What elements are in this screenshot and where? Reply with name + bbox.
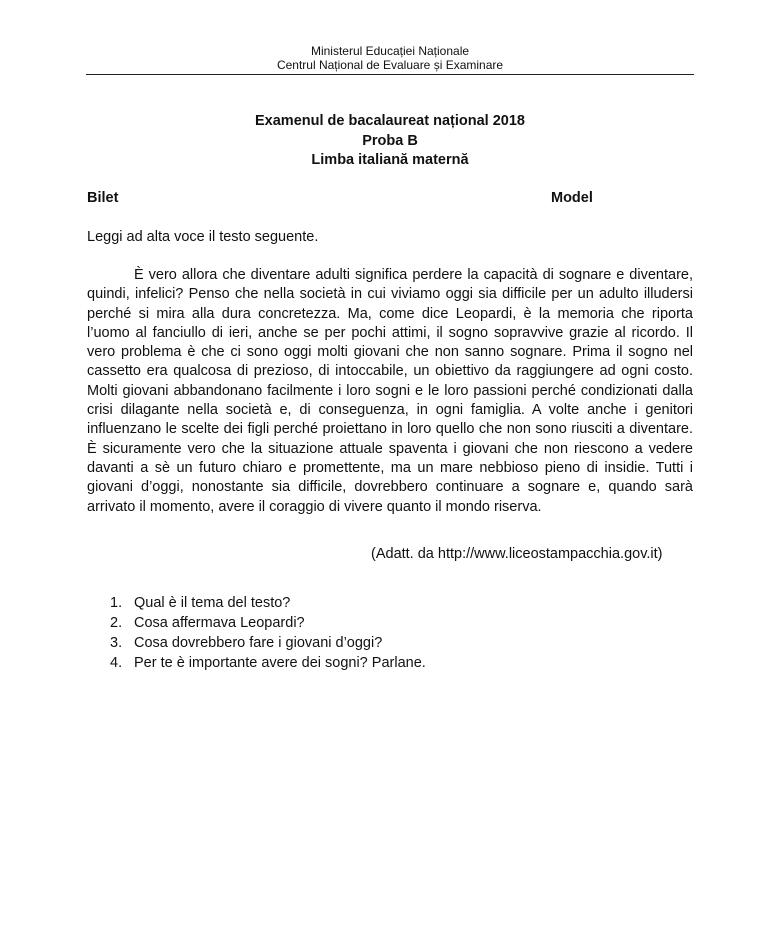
questions-list xyxy=(110,593,426,673)
question-text: Per te è importante avere dei sogni? Parlane. xyxy=(134,655,426,671)
proba-title: Proba B xyxy=(362,132,418,149)
instruction-text: Leggi ad alta voce il testo seguente. xyxy=(87,229,319,245)
question-number: 2. xyxy=(110,615,123,631)
question-text: Cosa affermava Leopardi? xyxy=(134,615,305,631)
question-number: 3. xyxy=(110,635,123,651)
header-divider xyxy=(86,74,694,75)
question-item xyxy=(110,613,426,633)
model-label: Model xyxy=(551,190,593,206)
question-number: 4. xyxy=(110,655,123,671)
document-header xyxy=(86,44,694,72)
source-citation: (Adatt. da http://www.liceostampacchia.gov.it) xyxy=(371,546,663,562)
question-number: 1. xyxy=(110,595,123,611)
question-item xyxy=(110,593,426,613)
question-item xyxy=(110,653,426,673)
center-name: Centrul Național de Evaluare și Examinare xyxy=(276,58,504,72)
subject-title: Limba italiană maternă xyxy=(311,152,469,168)
ministry-name: Ministerul Educației Naționale xyxy=(310,44,470,58)
question-item xyxy=(110,633,426,653)
bilet-label: Bilet xyxy=(87,190,119,206)
question-text: Cosa dovrebbero fare i giovani d’oggi? xyxy=(134,635,383,651)
exam-titles xyxy=(86,112,694,171)
exam-title: Examenul de bacalaureat național 2018 xyxy=(255,113,525,129)
question-text: Qual è il tema del testo? xyxy=(134,595,291,611)
reading-passage: È vero allora che diventare adulti significa perdere la capacità di sognare e diventare, quindi, infelici? Penso che nella società in cui viviamo oggi sia difficile per un adulto illudersi perché si mira alla dura concretezza. Ma, come dice Leopardi, è la memoria che riporta l’uomo al fanciullo di ieri, anche se per pochi attimi, il sogno sopravvive grazie al ricordo. Il vero problema è che ci sono oggi molti giovani che non sanno sognare. Prima il sogno nel cassetto era qualcosa di prezioso, di intoccabile, un obiettivo da raggiungere ad ogni costo. Molti giovani abbandonano facilmente i loro sogni e le loro passioni perché condizionati dalla crisi dilagante nella società e, di conseguenza, in ogni famiglia. A volte anche i genitori influenzano le scelte dei figli perché proiettano in loro quello che non sono riusciti a diventare. È sicuramente vero che la situazione attuale spaventa i giovani che non riescono a vedere davanti a sè un futuro chiaro e promettente, ma un mare nebbioso pieno di insidie. Tutti i giovani d’oggi, nonostante sia difficile, dovrebbero continuare a sognare e, quando sarà arrivato il momento, avere il coraggio di vivere quanto il mondo riserva. xyxy=(87,267,693,515)
